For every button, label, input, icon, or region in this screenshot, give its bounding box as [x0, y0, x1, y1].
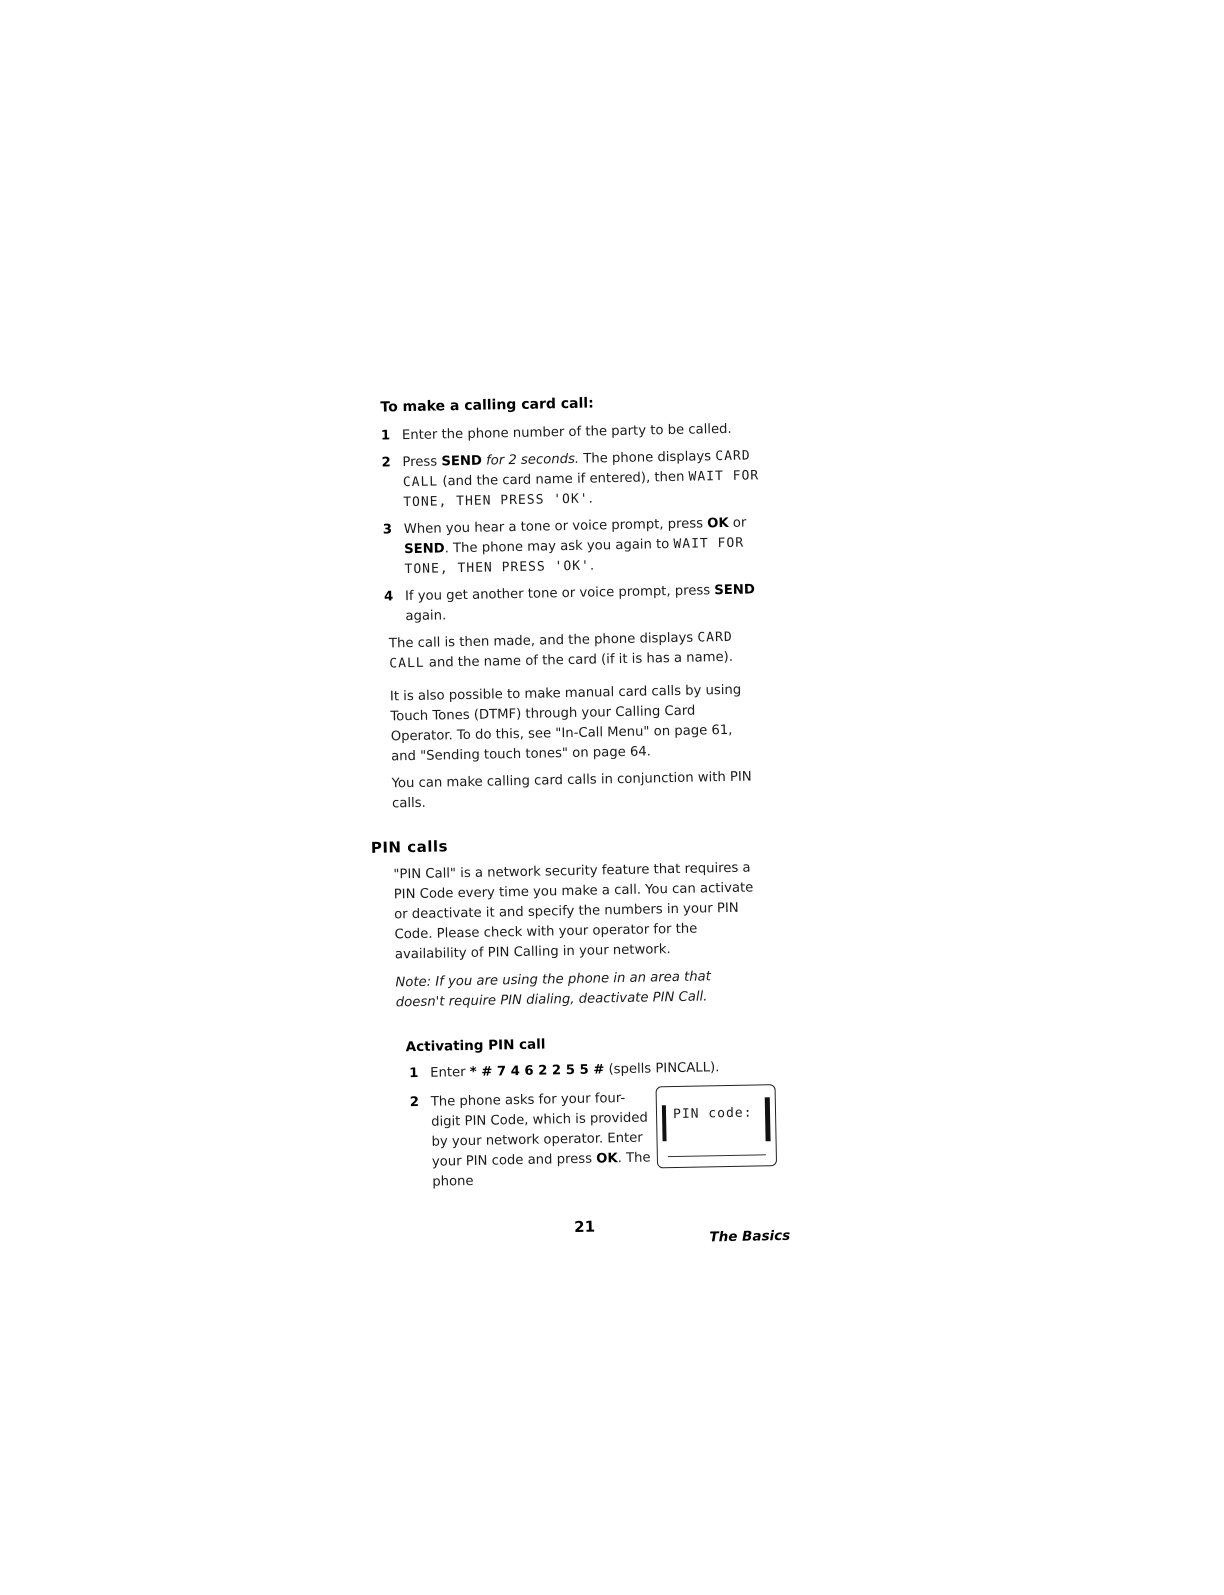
ok-key: OK [707, 515, 729, 532]
pin-step-1 [409, 1057, 790, 1084]
step-3 [383, 513, 764, 580]
step-4 [384, 580, 765, 627]
phone-display [656, 1084, 778, 1168]
step-text: When you hear a tone or voice prompt, press [403, 516, 708, 538]
display-text: CARD CALL [389, 629, 733, 672]
pin-step-2 [410, 1088, 655, 1193]
step-italic: for 2 seconds. [481, 451, 580, 469]
step-text: The phone displays [578, 449, 716, 467]
manual-card-paragraph: It is also possible to make manual card calls by using Touch Tones (DTMF) through your Calling Card Operator. To do this, see "In-Call Menu" on page 61, and "Sending touch tones" on page 64. [389, 682, 742, 765]
paragraph-text: The call is then made, and the phone displays [388, 630, 698, 652]
step-2 [381, 446, 762, 513]
paragraph-text: and the name of the card (if it is has a name). [424, 649, 734, 671]
step-text: . The phone may ask you again to [444, 536, 674, 557]
display-text: CARD CALL [402, 448, 751, 491]
display-bar-right [765, 1097, 771, 1141]
display-text: PIN code: [672, 1105, 753, 1123]
step-text: (spells PINCALL). [604, 1060, 720, 1078]
display-text: WAIT FOR TONE, THEN PRESS 'OK' [403, 468, 760, 511]
step-text: Enter [430, 1064, 470, 1081]
step-text: (and the card name if entered), then [438, 469, 689, 490]
calling-card-steps [381, 419, 765, 634]
step-number: 2 [381, 455, 391, 471]
send-key: SEND [404, 541, 445, 558]
send-key: SEND [714, 582, 755, 599]
step-text: If you get another tone or voice prompt, press [404, 583, 715, 605]
pin-note: Note: If you are using the phone in an area that doesn't require PIN dialing, deactivate PIN Call. [395, 969, 712, 1011]
step-text: . [588, 491, 593, 507]
step-text: again. [405, 608, 447, 625]
step-1 [381, 419, 761, 446]
section-name: The Basics [709, 1227, 791, 1246]
step-number: 4 [383, 589, 394, 605]
step-text: . [589, 558, 595, 574]
step-text: The phone asks for your four-digit PIN Code, which is provided by your network operator. Enter your PIN code and press [430, 1090, 648, 1170]
ok-key: OK [596, 1151, 618, 1167]
activating-pin-heading: Activating PIN call [405, 1036, 546, 1056]
step-text: Press [402, 454, 442, 471]
display-baseline [668, 1154, 766, 1157]
step-number: 3 [382, 522, 393, 538]
step-text: . The phone [432, 1150, 651, 1190]
card-call-paragraph [389, 627, 760, 674]
step-number: 1 [409, 1065, 419, 1082]
pin-call-paragraph: "PIN Call" is a network security feature that requires a PIN Code every time you make a call. You can activate or deactivate it and specify the numbers in your PIN Code. Please check with your operator for the availability of PIN Calling in your network. [393, 860, 754, 963]
display-bar-left [662, 1105, 667, 1141]
key-sequence: * # 7 4 6 2 2 5 5 # [469, 1062, 605, 1080]
send-key: SEND [441, 453, 483, 470]
step-number: 1 [380, 428, 391, 444]
step-number: 2 [409, 1094, 420, 1111]
conjunction-paragraph: You can make calling card calls in conjunction with PIN calls. [391, 769, 752, 812]
page-number: 21 [574, 1217, 596, 1236]
display-text: WAIT FOR TONE, THEN PRESS 'OK' [404, 535, 745, 578]
step-text: Enter the phone number of the party to be called. [401, 421, 732, 444]
pin-calls-heading: PIN calls [370, 837, 449, 857]
step-text: or [728, 515, 747, 531]
calling-card-heading: To make a calling card call: [380, 395, 594, 416]
